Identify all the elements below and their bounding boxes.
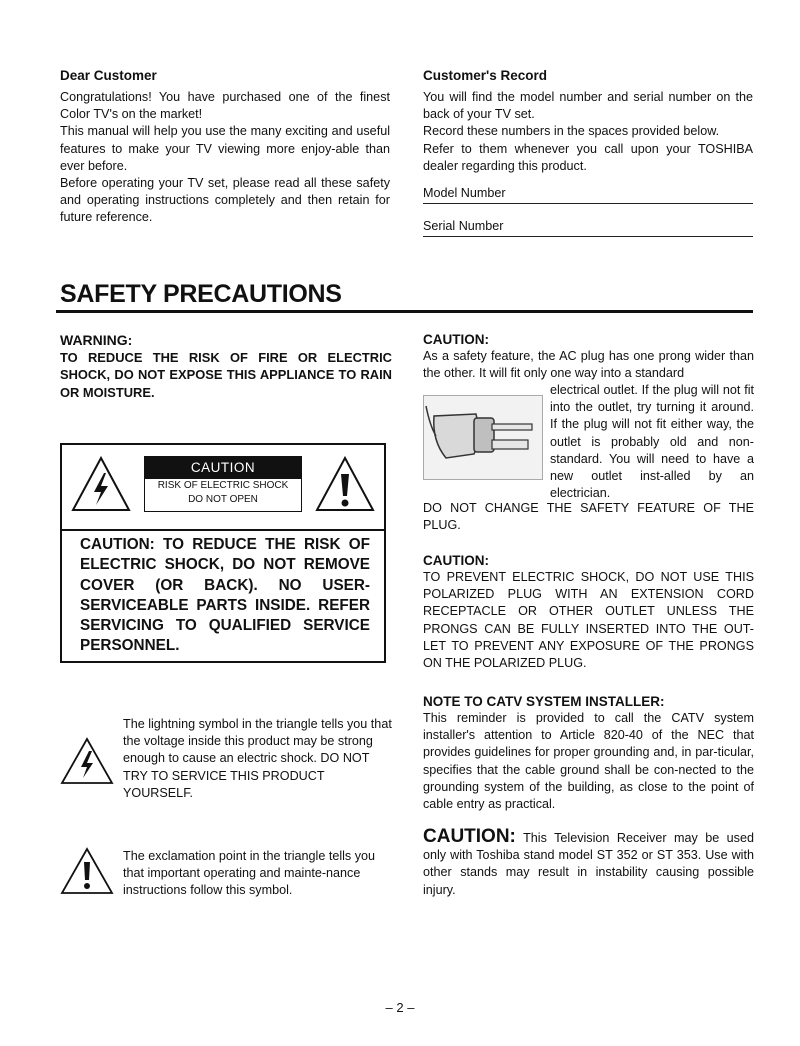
exclamation-triangle-icon	[314, 455, 376, 513]
model-number-label: Model Number	[423, 186, 506, 200]
record-paragraph: You will find the model number and serial number on the back of your TV set.	[423, 90, 753, 122]
extension-caution-heading: CAUTION:	[423, 553, 489, 568]
exclamation-note: The exclamation point in the triangle tells you that important operating and mainte-nance instructions follow this symbol.	[123, 849, 376, 898]
stand-caution-label: CAUTION:	[423, 826, 516, 847]
caution-badge	[144, 456, 302, 512]
page-title: SAFETY PRECAUTIONS	[60, 280, 342, 308]
caution-label-text: CAUTION: TO REDUCE THE RISK OF ELECTRIC SHOCK, DO NOT REMOVE COVER (OR BACK). NO USER-SERVICEABLE PARTS INSIDE. REFER SERVICING TO QUALIFIED SERVICE PERSONNEL.	[80, 536, 370, 655]
plug-caution-text-bottom: DO NOT CHANGE THE SAFETY FEATURE OF THE PLUG.	[423, 501, 754, 533]
caution-label-top	[62, 445, 384, 531]
lightning-note: The lightning symbol in the triangle tells you that the voltage inside this product may be strong enough to cause an electric shock. DO NOT TRY TO SERVICE THIS PRODUCT YOURSELF.	[123, 717, 392, 800]
caution-badge-line: DO NOT OPEN	[188, 494, 258, 505]
warning-text: TO REDUCE THE RISK OF FIRE OR ELECTRIC SHOCK, DO NOT EXPOSE THIS APPLIANCE TO RAIN OR MOISTURE.	[60, 350, 392, 400]
polarized-plug-figure	[423, 395, 543, 480]
serial-number-label: Serial Number	[423, 219, 504, 233]
customers-record-text	[423, 89, 753, 175]
caution-label-box	[60, 443, 386, 663]
plug-caution-text-top: As a safety feature, the AC plug has one prong wider than the other. It will fit only one way into a standard	[423, 349, 754, 381]
dear-customer-text	[60, 89, 390, 227]
serial-number-line[interactable]	[423, 236, 753, 237]
plug-caution-heading: CAUTION:	[423, 332, 489, 347]
stand-caution-text: This Television Receiver may be used only with Toshiba stand model ST 352 or ST 353. Use with other stands may result in instability causing possible injury.	[423, 831, 754, 897]
customers-record-heading: Customer's Record	[423, 68, 547, 83]
dear-customer-paragraph: Congratulations! You have purchased one of the finest Color TV's on the market!	[60, 90, 390, 122]
record-paragraph: Refer to them whenever you call upon your TOSHIBA dealer regarding this product.	[423, 141, 753, 173]
catv-text: This reminder is provided to call the CATV system installer's attention to Article 820-40 of the NEC that provides guidelines for proper grounding and, in par-ticular, specifies that the cable ground shall be con-nected to the grounding system of the building, as close to the point of cable entry as practical.	[423, 711, 754, 812]
plug-icon	[424, 396, 542, 479]
dear-customer-paragraph: Before operating your TV set, please read all these safety and operating instructions completely and then retain for future reference.	[60, 176, 390, 225]
lightning-triangle-icon	[60, 737, 114, 785]
lightning-triangle-icon	[70, 455, 132, 513]
caution-badge-title: CAUTION	[145, 457, 301, 479]
dear-customer-paragraph: This manual will help you use the many exciting and useful features to make your TV viewing more enjoy-able than ever before.	[60, 124, 390, 173]
model-number-line[interactable]	[423, 203, 753, 204]
title-divider	[56, 310, 753, 313]
warning-heading: WARNING:	[60, 332, 133, 348]
page-number: – 2 –	[385, 1000, 415, 1015]
caution-badge-line: RISK OF ELECTRIC SHOCK	[157, 480, 289, 491]
stand-caution	[423, 828, 754, 899]
plug-caution-text-side: electrical outlet. If the plug will not fit into the outlet, try turning it around. If the plug will not fit either way, the outlet is probably old and non-standard. You will need to have a new outlet inst-alled by an electrician.	[550, 383, 754, 501]
exclamation-triangle-icon	[60, 847, 114, 895]
catv-heading: NOTE TO CATV SYSTEM INSTALLER:	[423, 694, 665, 709]
extension-caution-text: TO PREVENT ELECTRIC SHOCK, DO NOT USE THIS POLARIZED PLUG WITH AN EXTENSION CORD RECEPTACLE OR OTHER OUTLET UNLESS THE PRONGS CAN BE FULLY INSERTED INTO THE OUT-LET TO PREVENT ANY EXPOSURE OF THE PRONGS ON THE POLARIZED PLUG.	[423, 570, 754, 671]
dear-customer-heading: Dear Customer	[60, 68, 157, 83]
record-paragraph: Record these numbers in the spaces provided below.	[423, 124, 720, 139]
